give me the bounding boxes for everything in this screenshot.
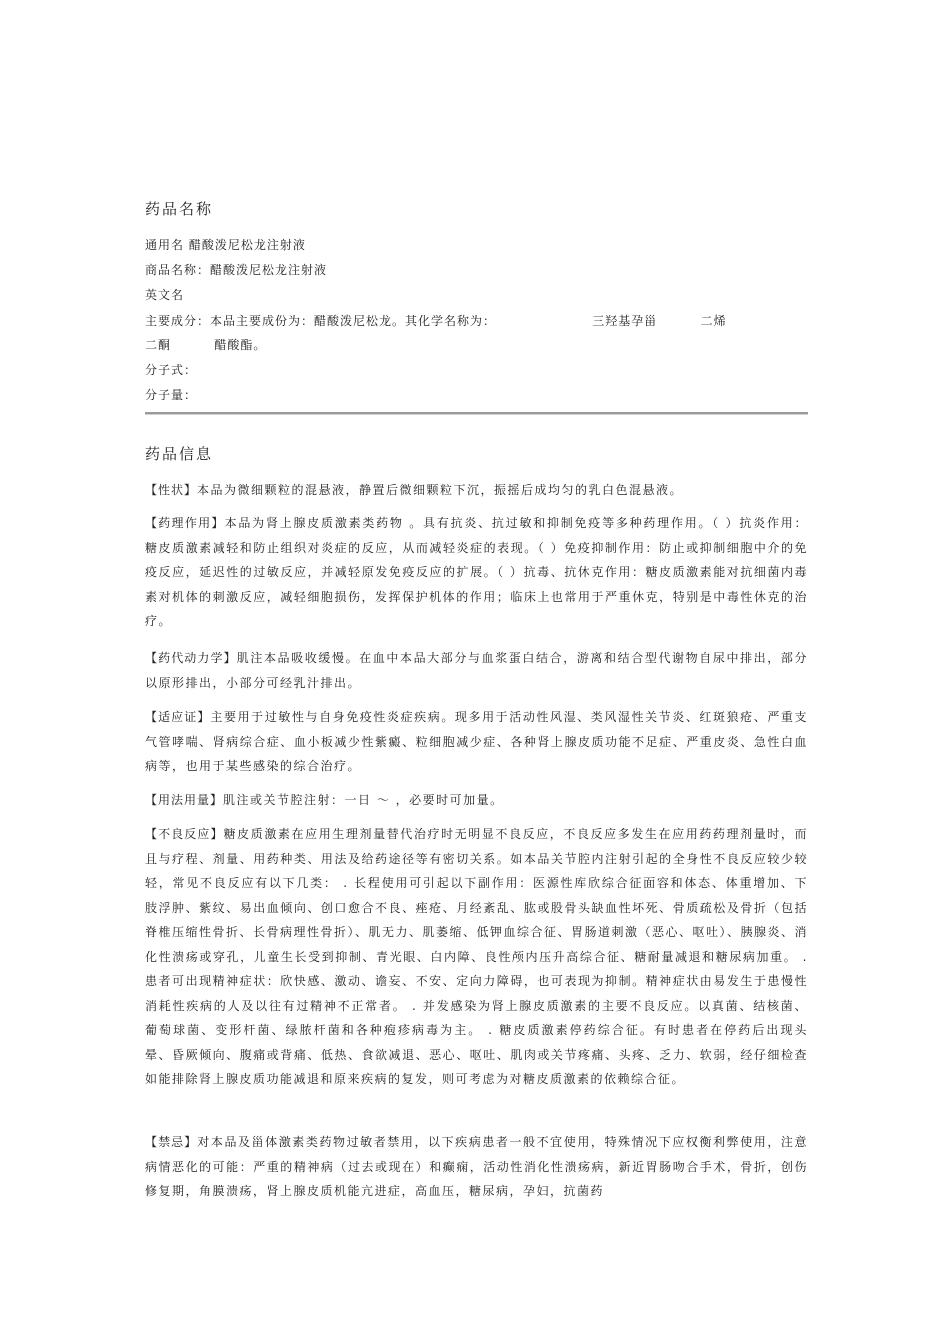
para-dosage (145, 788, 808, 813)
para-text: 对本品及甾体激素类药物过敏者禁用，以下疾病患者一般不宜使用，特殊情况下应权衡利弊使用，注意病情恶化的可能：严重的精神病（过去或现在）和癫痫，活动性消化性溃疡病，新近胃肠吻合手术，骨折，创伤修复期，角膜溃疡，肾上腺皮质机能亢进症，高血压，糖尿病，孕妇，抗菌药 (145, 1135, 808, 1198)
para-contraindications (145, 1130, 808, 1204)
section-title-drug-name: 药品名称 (145, 200, 214, 218)
para-tag: 【不良反应】 (145, 827, 224, 841)
para-tag: 【用法用量】 (145, 793, 224, 807)
para-tag: 【药代动力学】 (145, 651, 237, 665)
para-text: 本品为肾上腺皮质激素类药物 。具有抗炎、抗过敏和抑制免疫等多种药理作用。（ ）抗炎作用：糖皮质激素减轻和防止组织对炎症的反应，从而减轻炎症的表现。（ ）免疫抑制作用：防止或抑制细胞中介的免疫反应，延迟性的过敏反应，并减轻原发免疫反应的扩展。（ ）抗毒、抗休克作用：糖皮质激素能对抗细菌内毒素对机体的刺激反应，减轻细胞损伤，发挥保护机体的作用；临床上也常用于严重休克，特别是中毒性休克的治疗。 (145, 516, 808, 628)
para-tag: 【药理作用】 (145, 516, 225, 530)
para-text: 主要用于过敏性与自身免疫性炎症疾病。现多用于活动性风湿、类风湿性关节炎、红斑狼疮、严重支气管哮喘、肾病综合症、血小板减少性紫癜、粒细胞减少症、各种肾上腺皮质功能不足症、严重皮炎、急性白血病等，也用于某些感染的综合治疗。 (145, 710, 808, 773)
english-name: 英文名 (145, 288, 185, 302)
para-tag: 【禁忌】 (145, 1135, 198, 1149)
para-text: 肌注本品吸收缓慢。在血中本品大部分与血浆蛋白结合，游离和结合型代谢物自尿中排出，部分以原形排出，小部分可经乳汁排出。 (145, 651, 808, 690)
molecular-formula: 分子式： (145, 363, 198, 377)
para-text: 本品为微细颗粒的混悬液，静置后微细颗粒下沉，振摇后成均匀的乳白色混悬液。 (197, 483, 684, 497)
trade-name: 商品名称：醋酸泼尼松龙注射液 (145, 263, 328, 277)
para-adverse-reactions (145, 822, 808, 1092)
section-divider (145, 412, 808, 415)
para-appearance (145, 478, 808, 503)
composition-line-1: 主要成分：本品主要成份为：醋酸泼尼松龙。其化学名称为： 三羟基孕甾 二烯 (145, 314, 727, 328)
para-pharmacokinetics (145, 646, 808, 695)
para-text: 糖皮质激素在应用生理剂量替代治疗时无明显不良反应，不良反应多发生在应用药药理剂量时，而且与疗程、剂量、用药种类、用法及给药途径等有密切关系。如本品关节腔内注射引起的全身性不良反应较少较轻，常见不良反应有以下几类： . 长程使用可引起以下副作用：医源性库欣综合征面容和体态、体重增加、下肢浮肿、紫纹、易出血倾向、创口愈合不良、痤疮、月经紊乱、肱或股骨头缺血性坏死、骨质疏松及骨折（包括脊椎压缩性骨折、长骨病理性骨折）、肌无力、肌萎缩、低钾血综合征、胃肠道刺激（恶心、呕吐）、胰腺炎、消化性溃疡或穿孔，儿童生长受到抑制、青光眼、白内障、良性颅内压升高综合征、糖耐量减退和糖尿病加重。 . 患者可出现精神症状：欣快感、激动、谵妄、不安、定向力障碍，也可表现为抑制。精神症状由易发生于患慢性消耗性疾病的人及以往有过精神不正常者。 . 并发感染为肾上腺皮质激素的主要不良反应。以真菌、结核菌、葡萄球菌、变形杆菌、绿脓杆菌和各种疱疹病毒为主。 . 糖皮质激素停药综合征。有时患者在停药后出现头晕、昏厥倾向、腹痛或背痛、低热、食欲减退、恶心、呕吐、肌肉或关节疼痛、头疼、乏力、软弱，经仔细检查如能排除肾上腺皮质功能减退和原来疾病的复发，则可考虑为对糖皮质激素的依赖综合征。 (145, 827, 809, 1086)
para-text: 肌注或关节腔注射：一日 ～ ，必要时可加量。 (223, 793, 504, 807)
molecular-weight: 分子量： (145, 388, 198, 402)
para-tag: 【性状】 (145, 483, 198, 497)
para-pharmacology (145, 511, 808, 634)
para-tag: 【适应证】 (145, 710, 211, 724)
section-title-drug-info: 药品信息 (145, 445, 214, 463)
composition-line-2: 二酮 醋酸酯。 (145, 338, 267, 352)
para-indications (145, 705, 808, 779)
generic-name: 通用名 醋酸泼尼松龙注射液 (145, 238, 306, 252)
